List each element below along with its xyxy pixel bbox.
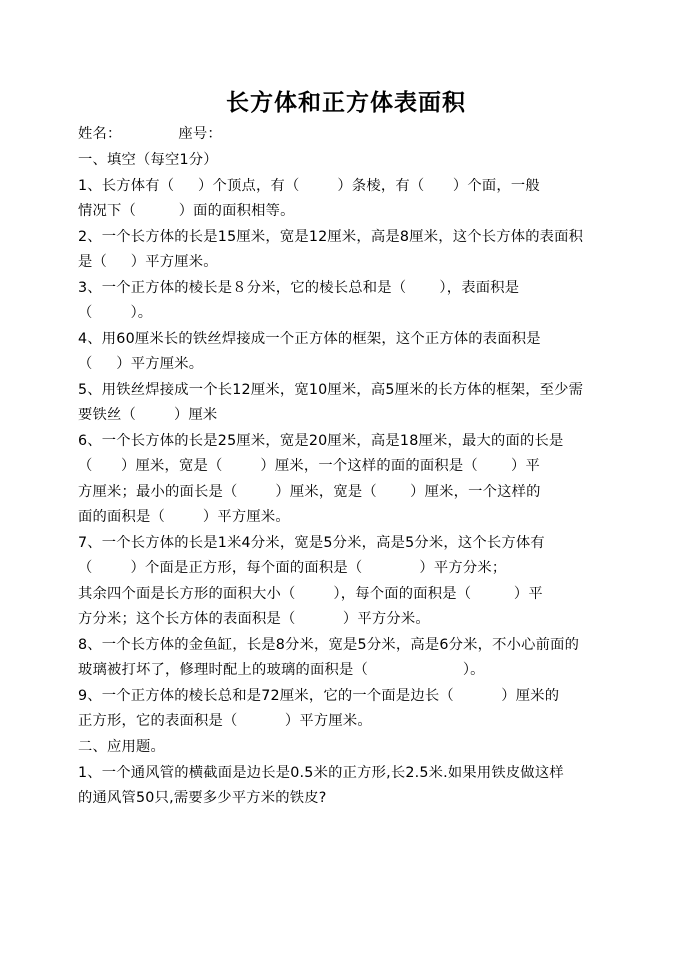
question-line: 5、用铁丝焊接成一个长12厘米，宽10厘米，高5厘米的长方体的框架，至少需 (78, 382, 584, 398)
question-line: 正方形，它的表面积是（ ）平方厘米。 (78, 713, 372, 729)
question-line: 方分米；这个长方体的表面积是（ ）平方分米。 (78, 611, 430, 627)
question-line: （ ）厘米，宽是（ ）厘米，一个这样的面的面积是（ ）平 (78, 458, 541, 474)
question-line: 要铁丝（ ）厘米 (78, 407, 218, 423)
name-seat-line: 姓名： 座号： (78, 126, 222, 142)
question-line: 3、一个正方体的棱长是８分米，它的棱长总和是（ ），表面积是 (78, 280, 520, 296)
application-question-line: 1、一个通风管的横截面是边长是0.5米的正方形,长2.5米.如果用铁皮做这样 (78, 765, 564, 781)
question-line: 9、一个正方体的棱长总和是72厘米，它的一个面是边长（ ）厘米的 (78, 688, 560, 704)
question-line: （ ）。 (78, 305, 153, 321)
question-line: 1、长方体有（ ）个顶点，有（ ）条棱，有（ ）个面，一般 (78, 178, 540, 194)
question-line: 4、用60厘米长的铁丝焊接成一个正方体的框架，这个正方体的表面积是 (78, 331, 541, 347)
question-line: 6、一个长方体的长是25厘米，宽是20厘米，高是18厘米，最大的面的长是 (78, 433, 564, 449)
question-line: 7、一个长方体的长是1米4分米，宽是5分米，高是5分米，这个长方体有 (78, 535, 545, 551)
question-line: 方厘米；最小的面长是（ ）厘米，宽是（ ）厘米，一个这样的 (78, 484, 541, 500)
question-line: 面的面积是（ ）平方厘米。 (78, 509, 290, 525)
section-fill-blank-heading: 一、填空（每空1分） (78, 152, 218, 168)
question-line: 玻璃被打坏了，修理时配上的玻璃的面积是（ ）。 (78, 662, 485, 678)
question-line: 是（ ）平方厘米。 (78, 254, 218, 270)
question-line: （ ）平方厘米。 (78, 356, 204, 372)
question-line: 2、一个长方体的长是15厘米，宽是12厘米，高是8厘米，这个长方体的表面积 (78, 229, 584, 245)
question-line: （ ）个面是正方形，每个面的面积是（ ）平方分米； (78, 560, 507, 576)
question-line: 情况下（ ）面的面积相等。 (78, 203, 295, 219)
question-line: 8、一个长方体的金鱼缸，长是8分米，宽是5分米，高是6分米，不小心前面的 (78, 637, 580, 653)
question-line: 其余四个面是长方形的面积大小（ ），每个面的面积是（ ）平 (78, 586, 543, 602)
document-title: 长方体和正方体表面积 (226, 89, 466, 116)
application-question-line: 的通风管50只,需要多少平方米的铁皮? (78, 790, 327, 806)
section-application-heading: 二、应用题。 (78, 739, 165, 755)
